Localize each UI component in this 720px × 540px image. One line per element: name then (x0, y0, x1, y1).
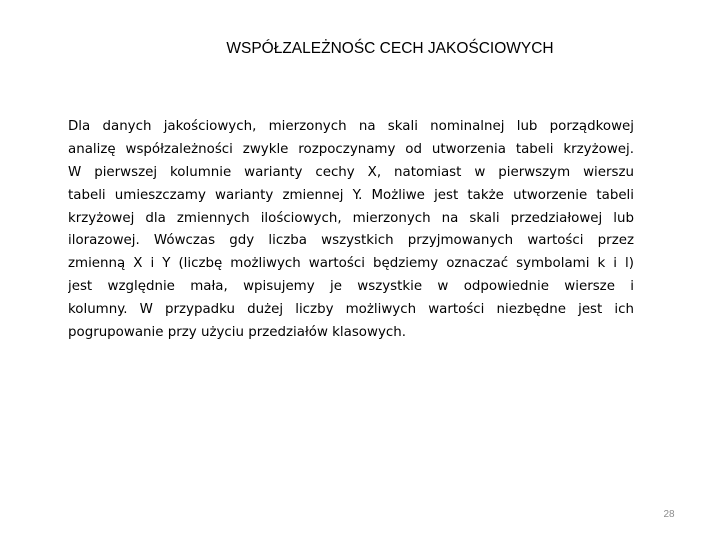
page-number: 28 (663, 509, 675, 520)
body-line: kolumny. W przypadku dużej liczby możliwych wartości niezbędne jest ich (68, 302, 634, 318)
body-line: krzyżowej dla zmiennych ilościowych, mierzonych na skali przedziałowej lub (68, 210, 634, 226)
body-line: pogrupowanie przy użyciu przedziałów klasowych. (68, 325, 406, 341)
body-line: ilorazowej. Wówczas gdy liczba wszystkich przyjmowanych wartości przez (68, 233, 634, 249)
body-line: analizę współzależności zwykle rozpoczynamy od utworzenia tabeli krzyżowej. (68, 141, 634, 157)
body-line: tabeli umieszczamy warianty zmiennej Y. Możliwe jest także utworzenie tabeli (68, 187, 634, 203)
body-line: zmienną X i Y (liczbę możliwych wartości będziemy oznaczać symbolami k i l) (68, 256, 634, 272)
body-line: Dla danych jakościowych, mierzonych na skali nominalnej lub porządkowej (68, 119, 634, 134)
body-line: W pierwszej kolumnie warianty cechy X, natomiast w pierwszym wierszu (68, 164, 634, 180)
body-text (68, 116, 634, 345)
body-line: jest względnie mała, wpisujemy je wszystkie w odpowiednie wiersze i (68, 279, 634, 295)
slide-title: WSPÓŁZALEŻNOŚC CECH JAKOŚCIOWYCH (226, 40, 554, 57)
